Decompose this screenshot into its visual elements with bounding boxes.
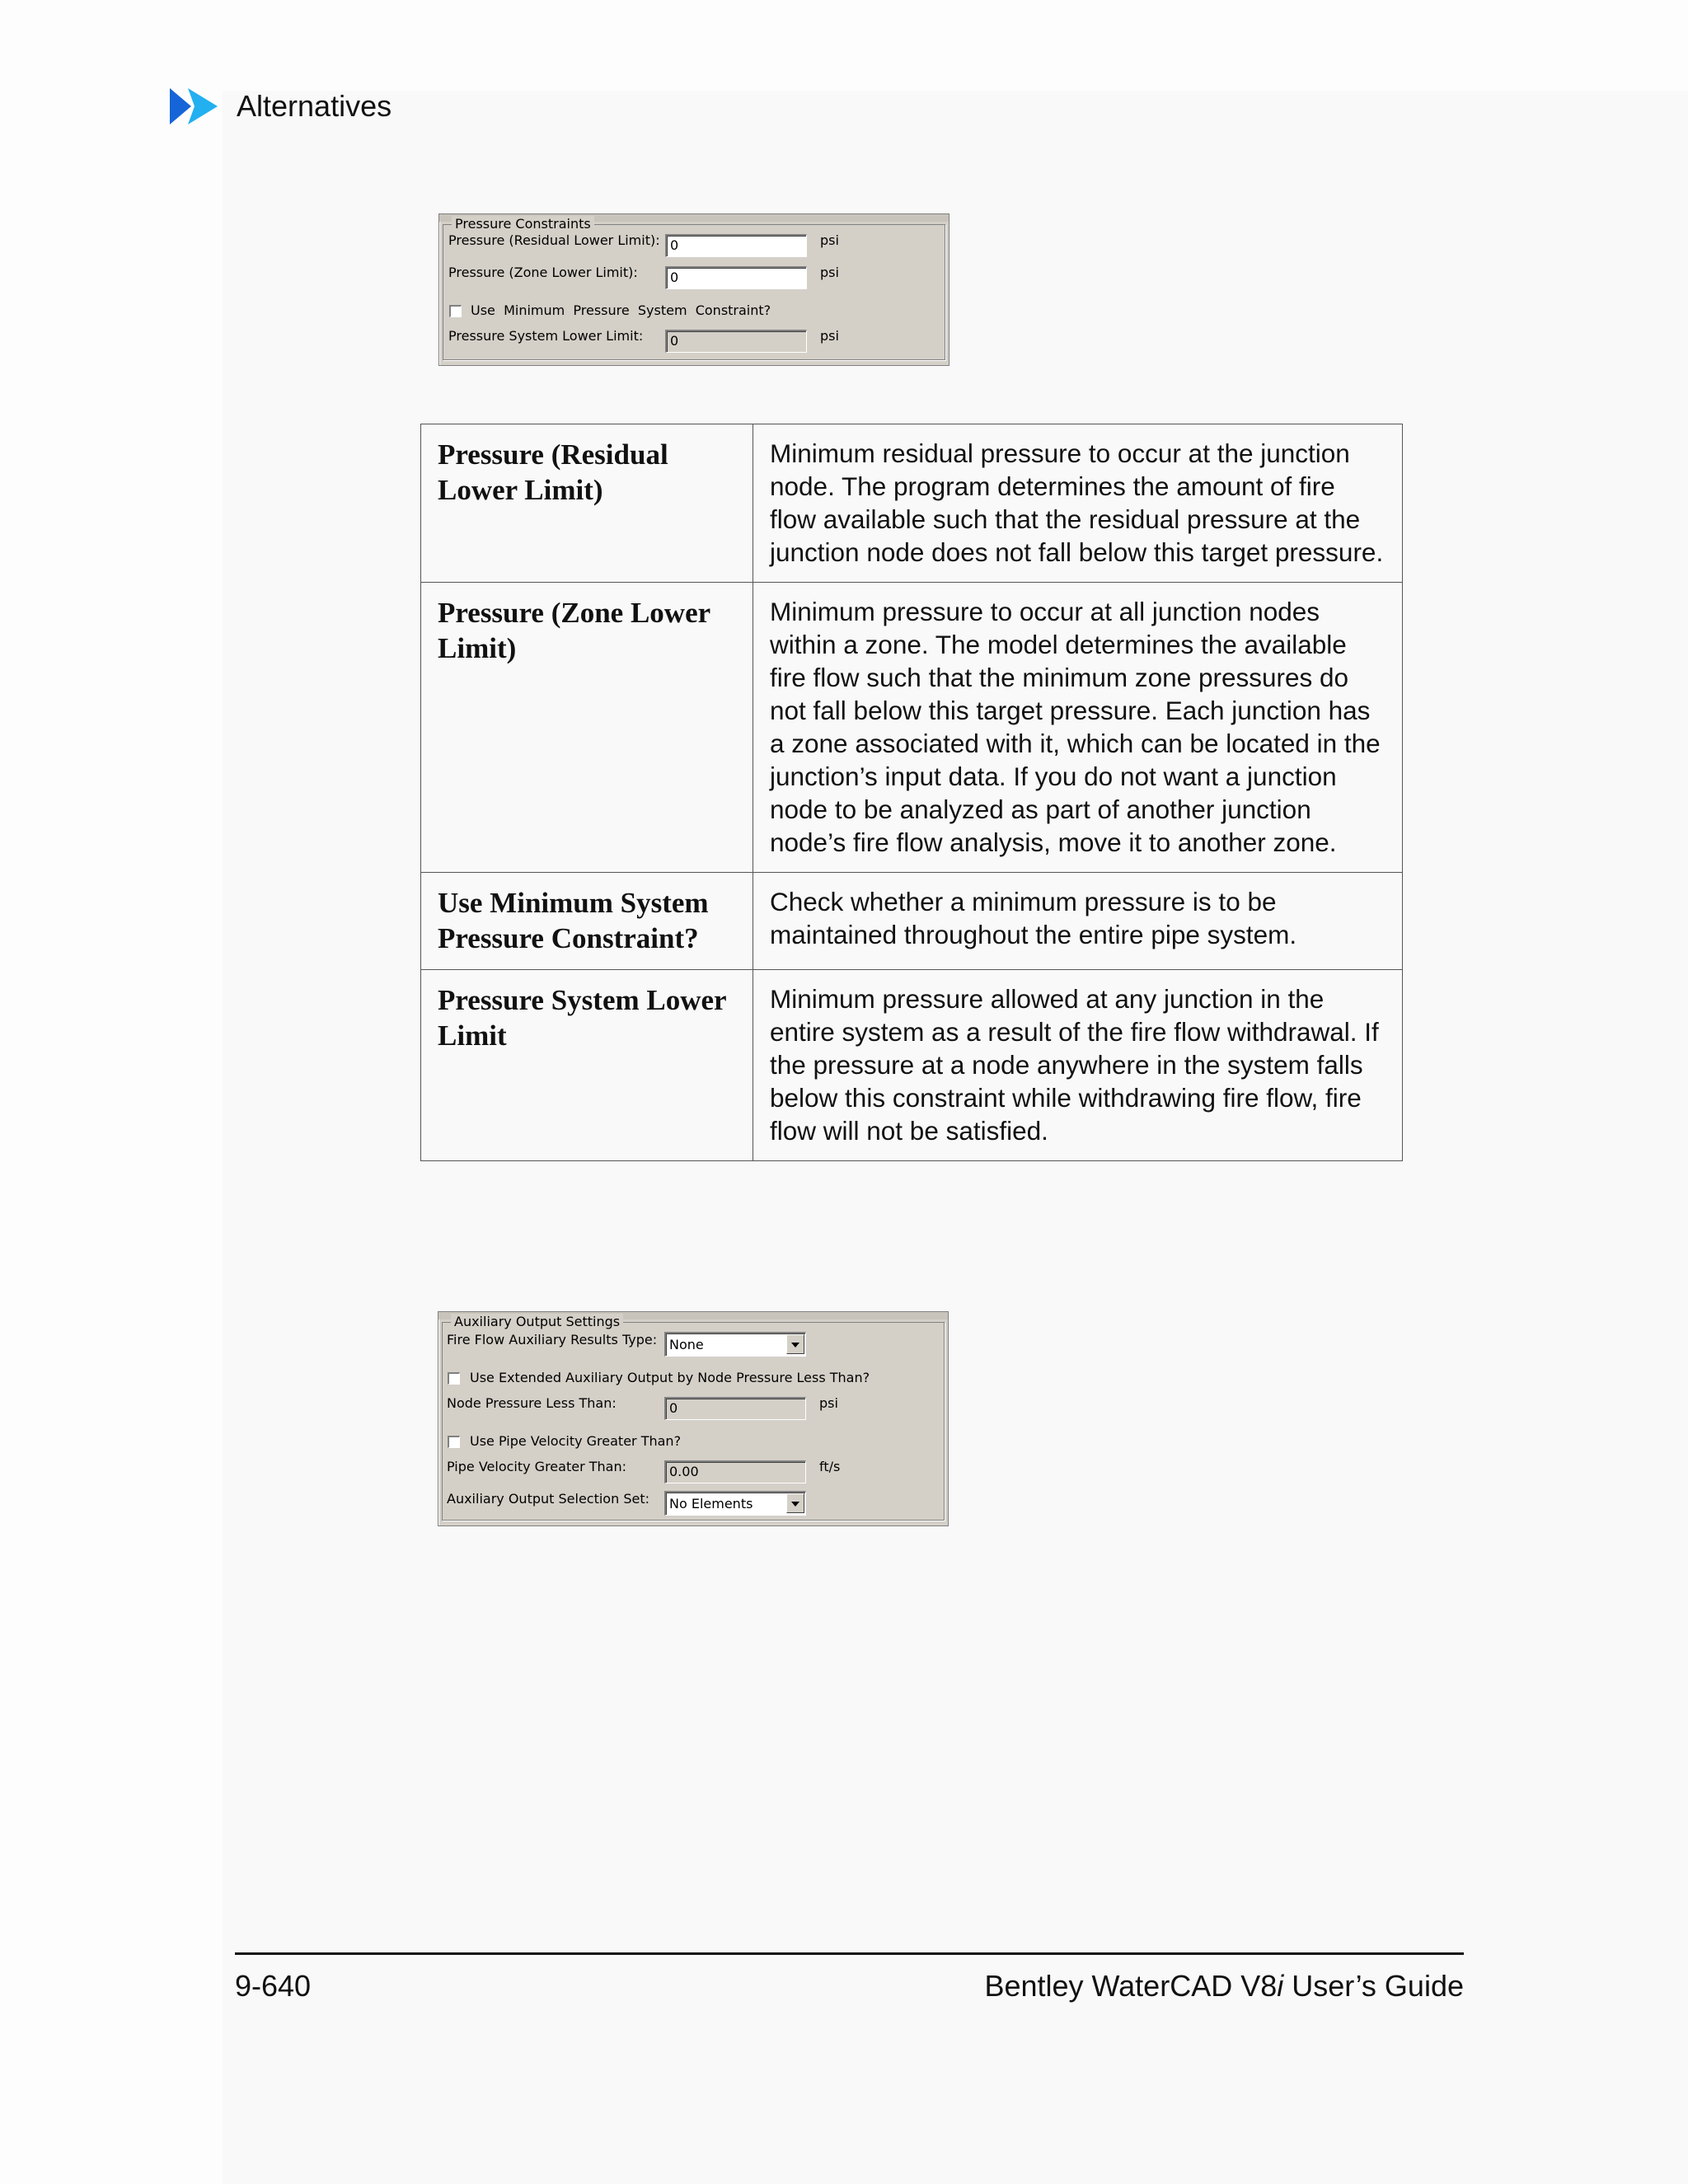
guide-title: [984, 1969, 1464, 2004]
guide-title-suffix: User’s Guide: [1283, 1969, 1464, 2003]
results-type-label: Fire Flow Auxiliary Results Type:: [447, 1332, 658, 1347]
selection-set-label: Auxiliary Output Selection Set:: [447, 1491, 649, 1507]
use-min-pressure-checkbox[interactable]: [449, 305, 462, 317]
term-cell: Use Minimum System Pressure Constraint?: [421, 873, 753, 970]
table-row: [421, 424, 1403, 583]
system-lower-limit-label: Pressure System Lower Limit:: [448, 328, 644, 344]
use-extended-output-label: Use Extended Auxiliary Output by Node Pressure Less Than?: [470, 1370, 870, 1385]
definition-cell: Check whether a minimum pressure is to be maintained throughout the entire pipe system.: [753, 873, 1403, 970]
residual-lower-limit-label: Pressure (Residual Lower Limit):: [448, 232, 660, 248]
node-pressure-field[interactable]: 0: [664, 1397, 806, 1420]
table-row: [421, 970, 1403, 1161]
node-pressure-unit: psi: [819, 1395, 838, 1411]
pressure-constraints-panel: [438, 213, 950, 366]
zone-lower-limit-label: Pressure (Zone Lower Limit):: [448, 265, 638, 280]
use-pipe-velocity-checkbox[interactable]: [448, 1436, 460, 1448]
term-cell: Pressure (Residual Lower Limit): [421, 424, 753, 583]
table-row: [421, 583, 1403, 873]
zone-lower-limit-field[interactable]: 0: [665, 266, 807, 289]
definition-cell: Minimum pressure allowed at any junction in the entire system as a result of the fire flow withdrawal. If the pressure at a node anywhere in the system falls below this constraint while withdrawing fire flow, fire flow will not be satisfied.: [753, 970, 1403, 1161]
node-pressure-label: Node Pressure Less Than:: [447, 1395, 617, 1411]
chevron-down-icon[interactable]: [786, 1493, 804, 1513]
results-type-dropdown[interactable]: [664, 1332, 806, 1357]
definition-cell: Minimum pressure to occur at all junction nodes within a zone. The model determines the available fire flow such that the minimum zone pressures do not fall below this target pressure. Each junction has a zone associated with it, which can be located in the junction’s input data. If you do not want a junction node to be analyzed as part of another junction node’s fire flow analysis, move it to another zone.: [753, 583, 1403, 873]
use-extended-output-checkbox[interactable]: [448, 1372, 460, 1385]
pressure-descriptions-table: [420, 424, 1403, 1161]
double-chevron-arrow-icon: [170, 88, 221, 124]
footer-rule: [235, 1952, 1464, 1955]
use-min-pressure-label: Use Minimum Pressure System Constraint?: [471, 302, 771, 318]
table-row: [421, 873, 1403, 970]
term-cell: Pressure (Zone Lower Limit): [421, 583, 753, 873]
use-pipe-velocity-label: Use Pipe Velocity Greater Than?: [470, 1433, 682, 1449]
residual-lower-limit-field[interactable]: 0: [665, 234, 807, 257]
chevron-down-icon[interactable]: [786, 1334, 804, 1354]
residual-unit: psi: [820, 232, 839, 248]
pipe-velocity-unit: ft/s: [819, 1459, 841, 1474]
page-number: 9-640: [235, 1969, 312, 2003]
zone-unit: psi: [820, 265, 839, 280]
pipe-velocity-field[interactable]: 0.00: [664, 1460, 806, 1483]
group-title: Pressure Constraints: [452, 216, 594, 232]
results-type-value: None: [669, 1337, 704, 1352]
system-lower-limit-field[interactable]: 0: [665, 330, 807, 353]
guide-title-italic: i: [1277, 1969, 1284, 2003]
pipe-velocity-label: Pipe Velocity Greater Than:: [447, 1459, 626, 1474]
definition-cell: Minimum residual pressure to occur at the junction node. The program determines the amount of fire flow available such that the residual pressure at the junction node does not fall below this target pressure.: [753, 424, 1403, 583]
guide-title-prefix: Bentley WaterCAD V8: [984, 1969, 1278, 2003]
group-title: Auxiliary Output Settings: [451, 1314, 623, 1330]
term-cell: Pressure System Lower Limit: [421, 970, 753, 1161]
system-unit: psi: [820, 328, 839, 344]
page-header-title: Alternatives: [237, 89, 392, 123]
auxiliary-output-panel: [438, 1311, 949, 1526]
selection-set-value: No Elements: [669, 1496, 753, 1511]
selection-set-dropdown[interactable]: [664, 1491, 806, 1516]
